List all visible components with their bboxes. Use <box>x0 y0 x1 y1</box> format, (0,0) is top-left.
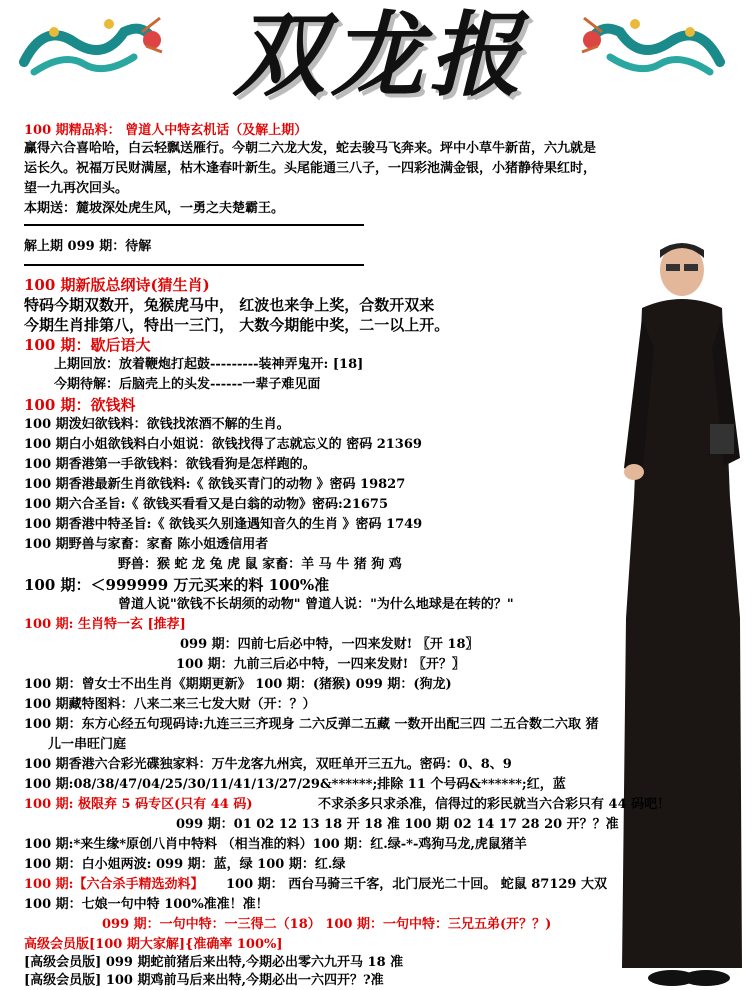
text-line: 100 期香港最新生肖欲钱料:《 欲钱买青门的动物 》密码 19827 <box>24 477 406 492</box>
text-line: 100 期：九前三后必中特，一四来发财! 〖开？〗 <box>176 657 465 672</box>
section-heading: 100 期: 生肖特一玄 [推荐] <box>24 617 186 632</box>
text-line: [高级会员版] 099 期蛇前猪后来出特,今期必出零六九开马 18 准 <box>24 955 404 970</box>
text-line: 100 期藏特图料：八来二来三七发大财（开：？） <box>24 697 316 712</box>
section-heading: 100 期：欲钱料 <box>24 396 136 414</box>
text-line: 100 期：白小姐两波: 099 期：蓝，绿 100 期：红.绿 <box>24 857 346 872</box>
text-line: 解上期 099 期：待解 <box>24 239 152 254</box>
section-heading: 高级会员版[100 期大家解]{准确率 100%] <box>24 937 283 952</box>
text-line: 100 期香港中特圣旨:《 欲钱买久别逢遇知音久的生肖 》密码 1749 <box>24 517 423 532</box>
text-line: 100 期：＜999999 万元买来的料 100%准 <box>24 576 330 594</box>
text-line: 100 期:08/38/47/04/25/30/11/41/13/27/29&******;排除 11 个号码&******;红，蓝 <box>24 777 566 792</box>
poem-line: 特码今期双数开，兔猴虎马中， 红波也来争上奖，合数开双来 <box>24 296 435 314</box>
text-line: 100 期香港第一手欲钱料：欲钱看狗是怎样跑的。 <box>24 457 316 472</box>
section-heading: 099 期：一句中特：一三得二（18） 100 期：一句中特：三兄五弟(开？？) <box>102 917 552 932</box>
text-line: [高级会员版] 100 期鸡前马后来出特,今期必出一六四开？?准 <box>24 973 384 988</box>
text-line: 儿一串旺门庭 <box>48 737 127 752</box>
text-line: 100 期：七娘一句中特 100%准准！准！ <box>24 897 269 912</box>
text-line: 100 期： 西台马骑三千客，北门辰光二十回。 蛇鼠 87129 大双 <box>226 877 607 892</box>
person-figure <box>612 238 750 990</box>
divider <box>24 264 364 266</box>
text-line: 100 期六合圣旨:《 欲钱买看看又是白翁的动物》密码:21675 <box>24 497 389 512</box>
dragon-left-icon <box>14 2 164 86</box>
poem-line: 今期生肖排第八，特出一三门， 大数今期能中奖，二一以上开。 <box>24 316 450 334</box>
text-line: 100 期:*来生缘*原创八肖中特料 （相当准的料）100 期：红.绿-*-鸡狗马龙,虎鼠猪羊 <box>24 837 527 852</box>
text-line: 100 期泼妇欲钱料：欲钱找浓酒不解的生肖。 <box>24 417 290 432</box>
text-line: 今期待解：后脑壳上的头发------一辈子难见面 <box>54 377 321 392</box>
dragon-right-icon <box>580 2 730 86</box>
text-line: 099 期：01 02 12 13 18 开 18 准 100 期 02 14 17 28 20 开？？准 <box>176 817 619 832</box>
text-line: 不求杀多只求杀准，信得过的彩民就当六合彩只有 44 码吧！ <box>318 797 671 812</box>
section-heading: 100 期新版总纲诗(猜生肖) <box>24 276 210 294</box>
text-line: 本期送：麓坡深处虎生风，一勇之夫楚霸王。 <box>24 201 285 216</box>
poem-line: 赢得六合喜哈哈，白云轻飘送雁行。今朝二六龙大发，蛇去骏马飞奔来。坪中小草牛新苗，六九就是 <box>24 141 597 156</box>
text-line: 100 期香港六合彩光碟独家料：万牛龙客九州宾，双旺单开三五九。密码：0、8、9 <box>24 757 512 772</box>
section-heading: 100 期:【六合杀手精选劲料】 <box>24 877 204 892</box>
text-line: 100 期野兽与家畜：家畜 陈小姐透信用者 <box>24 537 269 552</box>
text-line: 100 期白小姐欲钱料白小姐说：欲钱找得了志就忘义的 密码 21369 <box>24 437 422 452</box>
poem-line: 望一九再次回头。 <box>24 181 129 196</box>
text-line: 上期回放：放着鞭炮打起鼓---------装神弄鬼开: [18] <box>54 357 364 372</box>
divider <box>24 224 364 226</box>
text-line: 曾道人说"欲钱不长胡须的动物" 曾道人说："为什么地球是在转的？" <box>118 597 514 612</box>
section-heading: 100 期精品料： 曾道人中特玄机话（及解上期） <box>24 123 308 138</box>
page-title: 双龙报 <box>232 2 527 109</box>
text-line: 099 期：四前七后必中特，一四来发财! 〖开 18〗 <box>180 637 479 652</box>
text-line: 野兽：猴 蛇 龙 兔 虎 鼠 家畜：羊 马 牛 猪 狗 鸡 <box>118 557 402 572</box>
section-heading: 100 期: 极限弃 5 码专区(只有 44 码) <box>24 797 253 812</box>
section-heading: 100 期：歇后语大 <box>24 336 151 354</box>
poem-line: 运长久。祝福万民财满屋，枯木逢春叶新生。头尾能通三八子，一四彩池满金银，小猪静待果红时， <box>24 161 597 176</box>
text-line: 100 期：东方心经五句现码诗:九连三三齐现身 二六反弹二五藏 一数开出配三四 二五合数二六取 猪 <box>24 717 599 732</box>
text-line: 100 期：曾女士不出生肖《期期更新》 100 期：(猪猴) 099 期：(狗龙) <box>24 677 452 692</box>
